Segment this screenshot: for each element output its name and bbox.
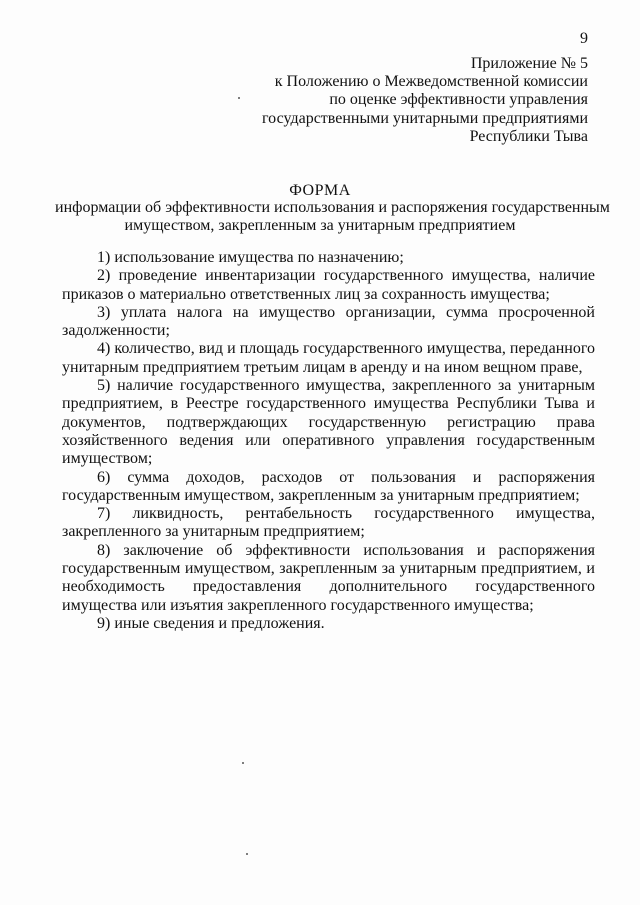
- form-subtitle: [55, 199, 610, 235]
- list-item: 5) наличие государственного имущества, закрепленного за унитарным предприятием, в Реестре государственного имущества Республики Тыва и документов, подтверждающих государственную регистрацию права хозяйственного ведения или оперативного управления государственным имуществом;: [62, 377, 595, 468]
- form-subtitle-line: имуществом, закрепленным за унитарным предприятием: [124, 217, 516, 234]
- appendix-line: к Положению о Межведомственной комиссии: [274, 73, 588, 91]
- list-item: 7) ликвидность, рентабельность государственного имущества, закрепленного за унитарным предприятием;: [62, 505, 595, 541]
- list-item: 8) заключение об эффективности использования и распоряжения государственным имуществом, закрепленным за унитарным предприятием, и необходимость предоставления дополнительного государственного имущества или изъятия закрепленного государственного имущества;: [62, 541, 595, 614]
- form-title: ФОРМА: [289, 182, 351, 199]
- list-item: 9) иные сведения и предложения.: [97, 614, 325, 632]
- scan-speck: [242, 762, 244, 764]
- list-item: 2) проведение инвентаризации государственного имущества, наличие приказов о материально ответственных лиц за сохранность имущества;: [62, 267, 595, 303]
- scan-speck: [238, 97, 240, 99]
- list-item: 3) уплата налога на имущество организации, сумма просроченной задолженности;: [62, 303, 595, 340]
- list-item: 6) сумма доходов, расходов от пользования и распоряжения государственным имуществом, закрепленным за унитарным предприятием;: [62, 468, 595, 504]
- page-number: 9: [580, 30, 588, 47]
- scan-speck: [246, 853, 248, 855]
- appendix-line: Приложение № 5: [470, 55, 588, 72]
- appendix-header: [188, 55, 588, 146]
- list-item: 4) количество, вид и площадь государственного имущества, переданного унитарным предприятием третьим лицам в аренду и на ином вещном праве,: [62, 340, 595, 376]
- appendix-line: Республики Тыва: [469, 127, 588, 145]
- form-subtitle-line: информации об эффективности использования и распоряжения государственным: [55, 199, 610, 216]
- items-list: [62, 249, 595, 633]
- appendix-line: по оценке эффективности управления: [329, 91, 588, 109]
- appendix-line: государственными унитарными предприятиями: [262, 109, 588, 127]
- list-item: 1) использование имущества по назначению;: [97, 249, 404, 266]
